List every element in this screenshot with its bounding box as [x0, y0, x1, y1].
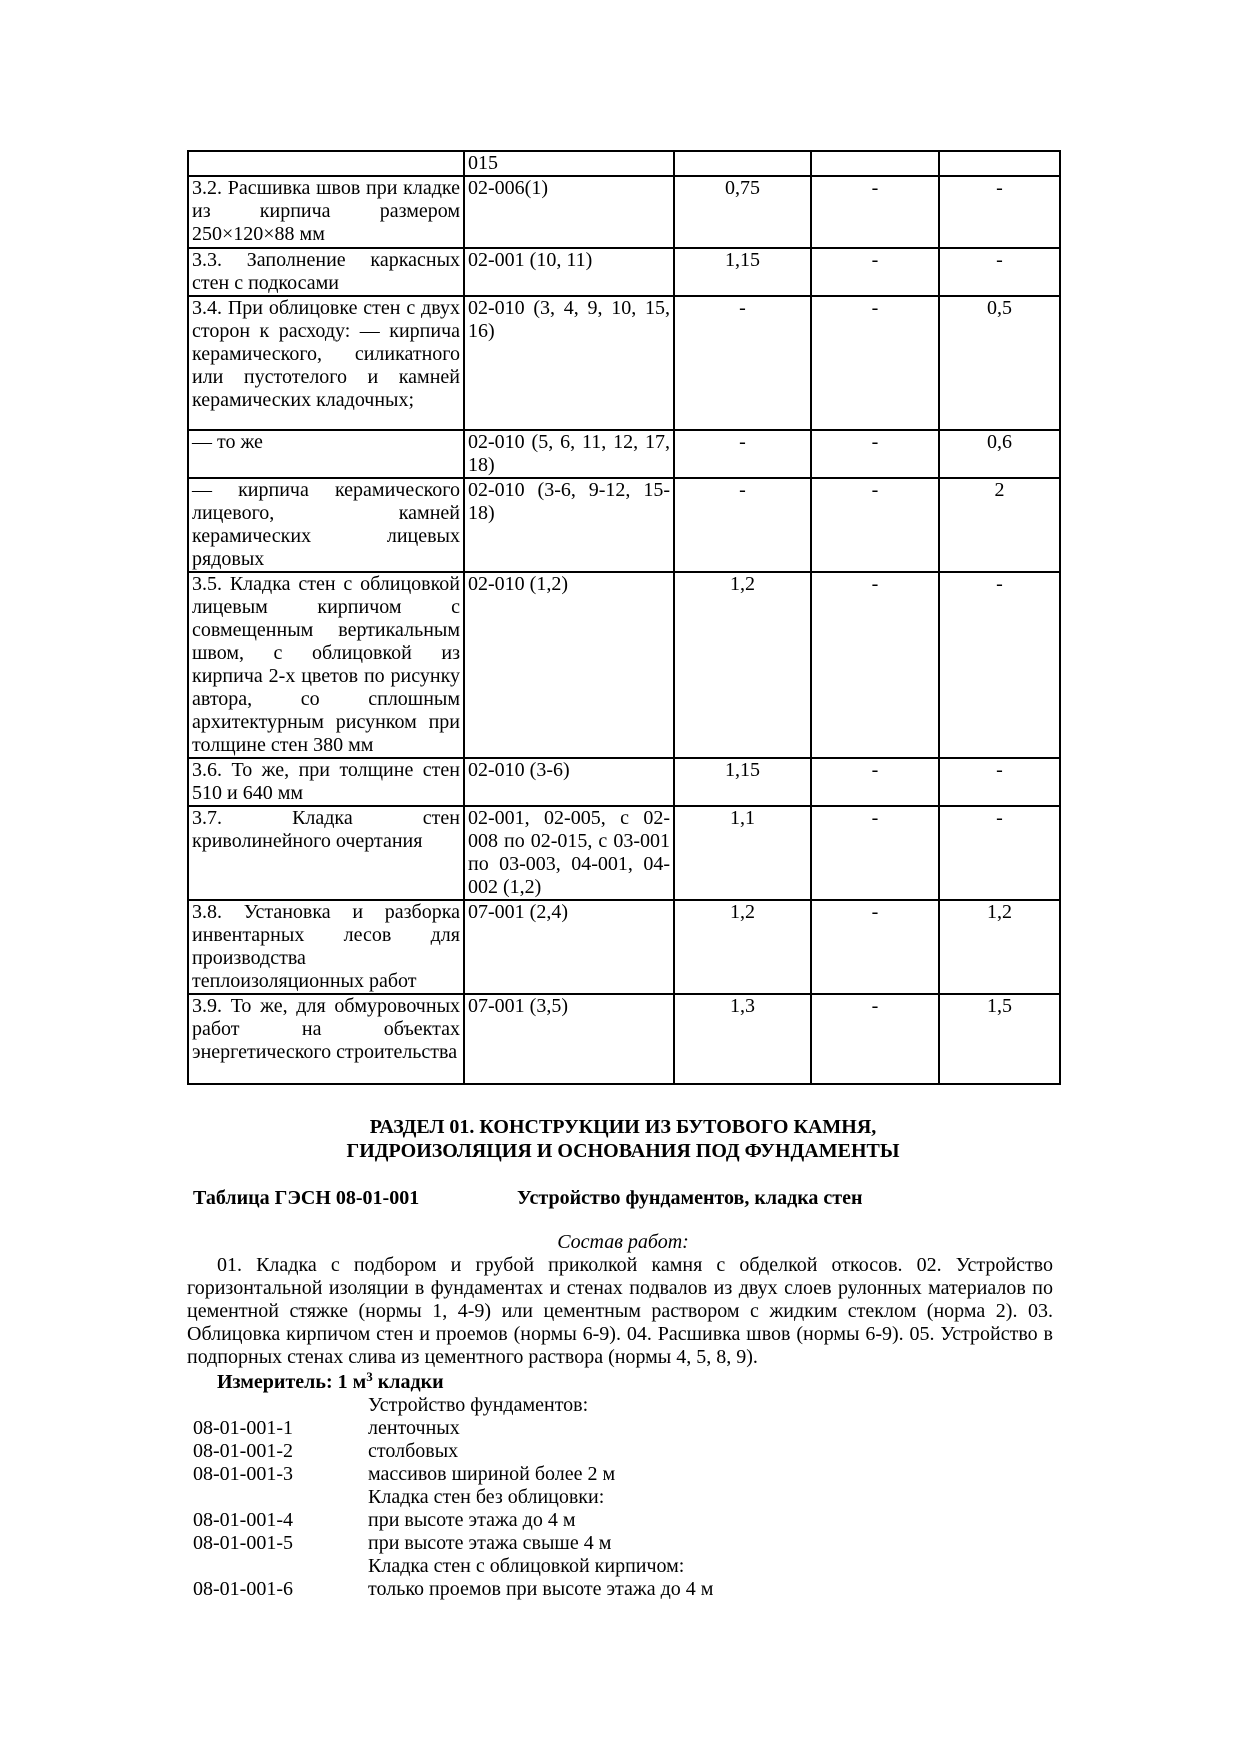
table-row [188, 430, 1060, 478]
work-name-cell [188, 151, 464, 176]
norm-description: Кладка стен без облицовки: [368, 1486, 605, 1508]
coefficient-3-cell: 0,6 [939, 430, 1060, 478]
coefficient-3-cell: - [939, 758, 1060, 806]
code-row [187, 1532, 1059, 1555]
coefficient-1-cell: 1,1 [674, 806, 811, 900]
norm-reference-cell: 02-010 (3-6, 9-12, 15-18) [464, 478, 674, 572]
norm-code: 08-01-001-2 [193, 1440, 293, 1462]
coefficient-1-cell: - [674, 430, 811, 478]
coefficient-3-cell: - [939, 248, 1060, 296]
norms-table-wrapper [187, 150, 1061, 1085]
work-name-cell: 3.8. Установка и разборка инвентарных лесов для производства теплоизоляционных работ [188, 900, 464, 994]
work-name-cell: 3.7. Кладка стен криволинейного очертания [188, 806, 464, 900]
section-title-line-2: ГИДРОИЗОЛЯЦИЯ И ОСНОВАНИЯ ПОД ФУНДАМЕНТЫ [346, 1140, 900, 1162]
norm-description: столбовых [368, 1440, 459, 1462]
table-row [188, 900, 1060, 994]
norm-description: ленточных [368, 1417, 460, 1439]
coefficient-1-cell: 1,15 [674, 248, 811, 296]
coefficient-2-cell: - [811, 478, 939, 572]
code-row [187, 1440, 1059, 1463]
coefficient-2-cell [811, 151, 939, 176]
measure-unit [217, 1370, 444, 1394]
section-title-line-1: РАЗДЕЛ 01. КОНСТРУКЦИИ ИЗ БУТОВОГО КАМНЯ, [369, 1116, 877, 1138]
norm-reference-cell: 07-001 (2,4) [464, 900, 674, 994]
coefficient-2-cell: - [811, 248, 939, 296]
section-title [187, 1115, 1059, 1163]
code-row [187, 1486, 1059, 1509]
measure-suffix: кладки [372, 1371, 444, 1393]
table-row [188, 248, 1060, 296]
code-row [187, 1578, 1059, 1601]
norm-reference-cell: 02-010 (3, 4, 9, 10, 15, 16) [464, 296, 674, 430]
table-row [188, 758, 1060, 806]
norm-reference-cell: 02-001 (10, 11) [464, 248, 674, 296]
coefficient-3-cell: - [939, 806, 1060, 900]
code-row [187, 1509, 1059, 1532]
coefficient-3-cell: 1,5 [939, 994, 1060, 1084]
table-row [188, 151, 1060, 176]
norm-description: массивов шириной более 2 м [368, 1463, 616, 1485]
norm-code: 08-01-001-3 [193, 1463, 293, 1485]
coefficient-1-cell: 1,2 [674, 900, 811, 994]
norm-code: 08-01-001-1 [193, 1417, 293, 1439]
composition-text: 01. Кладка с подбором и грубой приколкой камня с обделкой откосов. 02. Устройство горизонтальной изоляции в фундаментах и стенах подвалов из двух слоев рулонных материалов по цементной стяжке (нормы 1, 4-9) или цементным раствором с жидким стеклом (норма 2). 03. Облицовка кирпичом стен и проемов (нормы 6-9). 04. Расшивка швов (нормы 6-9). 05. Устройство в подпорных стенах слива из цементного раствора (нормы 4, 5, 8, 9). [187, 1254, 1053, 1368]
work-name-cell: 3.5. Кладка стен с облицовкой лицевым кирпичом с совмещенным вертикальным швом, с облицовкой из кирпича 2-х цветов по рисунку автора, со сплошным архитектурным рисунком при толщине стен 380 мм [188, 572, 464, 758]
measure-superscript: 3 [366, 1369, 373, 1384]
table-row [188, 806, 1060, 900]
work-name-cell: 3.4. При облицовке стен с двух сторон к расходу: — кирпича керамического, силикатного или пустотелого и камней керамических кладочных; [188, 296, 464, 430]
work-name-cell: — кирпича керамического лицевого, камней керамических лицевых рядовых [188, 478, 464, 572]
code-row [187, 1463, 1059, 1486]
coefficient-1-cell: 1,2 [674, 572, 811, 758]
norm-description: при высоте этажа свыше 4 м [368, 1532, 612, 1554]
norm-reference-cell: 02-010 (3-6) [464, 758, 674, 806]
work-name-cell: 3.6. То же, при толщине стен 510 и 640 мм [188, 758, 464, 806]
work-name-cell: 3.9. То же, для обмуровочных работ на объектах энергетического строительства [188, 994, 464, 1084]
work-name-cell: — то же [188, 430, 464, 478]
coefficient-1-cell: - [674, 478, 811, 572]
coefficient-1-cell: - [674, 296, 811, 430]
norm-reference-cell: 02-010 (1,2) [464, 572, 674, 758]
code-row [187, 1417, 1059, 1440]
norm-code: 08-01-001-6 [193, 1578, 293, 1600]
table-id: Таблица ГЭСН 08-01-001 [193, 1187, 420, 1209]
norm-code: 08-01-001-4 [193, 1509, 293, 1531]
coefficient-1-cell: 1,3 [674, 994, 811, 1084]
coefficient-1-cell: 0,75 [674, 176, 811, 248]
coefficient-1-cell [674, 151, 811, 176]
norm-reference-cell: 07-001 (3,5) [464, 994, 674, 1084]
norm-description: Устройство фундаментов: [368, 1394, 589, 1416]
code-row [187, 1555, 1059, 1578]
table-row [188, 176, 1060, 248]
coefficient-2-cell: - [811, 176, 939, 248]
coefficient-2-cell: - [811, 430, 939, 478]
coefficient-1-cell: 1,15 [674, 758, 811, 806]
table-row [188, 478, 1060, 572]
coefficient-2-cell: - [811, 900, 939, 994]
coefficient-2-cell: - [811, 994, 939, 1084]
coefficient-3-cell: - [939, 176, 1060, 248]
table-row [188, 572, 1060, 758]
work-name-cell: 3.2. Расшивка швов при кладке из кирпича размером 250×120×88 мм [188, 176, 464, 248]
code-row [187, 1394, 1059, 1417]
norm-codes-list [187, 1394, 1059, 1601]
norm-description: при высоте этажа до 4 м [368, 1509, 576, 1531]
table-row [188, 994, 1060, 1084]
norm-reference-cell: 02-001, 02-005, с 02-008 по 02-015, с 03-001 по 03-003, 04-001, 04-002 (1,2) [464, 806, 674, 900]
norm-reference-cell: 02-010 (5, 6, 11, 12, 17, 18) [464, 430, 674, 478]
norms-table [187, 150, 1061, 1085]
table-row [188, 296, 1060, 430]
coefficient-3-cell: 0,5 [939, 296, 1060, 430]
coefficient-3-cell: - [939, 572, 1060, 758]
norm-reference-cell: 015 [464, 151, 674, 176]
table-name: Устройство фундаментов, кладка стен [517, 1187, 863, 1209]
measure-prefix: Измеритель: 1 м [217, 1371, 367, 1393]
norm-description: Кладка стен с облицовкой кирпичом: [368, 1555, 685, 1577]
work-name-cell: 3.3. Заполнение каркасных стен с подкосами [188, 248, 464, 296]
norm-reference-cell: 02-006(1) [464, 176, 674, 248]
coefficient-3-cell [939, 151, 1060, 176]
coefficient-3-cell: 1,2 [939, 900, 1060, 994]
norm-description: только проемов при высоте этажа до 4 м [368, 1578, 714, 1600]
coefficient-3-cell: 2 [939, 478, 1060, 572]
coefficient-2-cell: - [811, 758, 939, 806]
composition-title: Состав работ: [557, 1231, 689, 1253]
coefficient-2-cell: - [811, 296, 939, 430]
coefficient-2-cell: - [811, 572, 939, 758]
norm-code: 08-01-001-5 [193, 1532, 293, 1554]
coefficient-2-cell: - [811, 806, 939, 900]
